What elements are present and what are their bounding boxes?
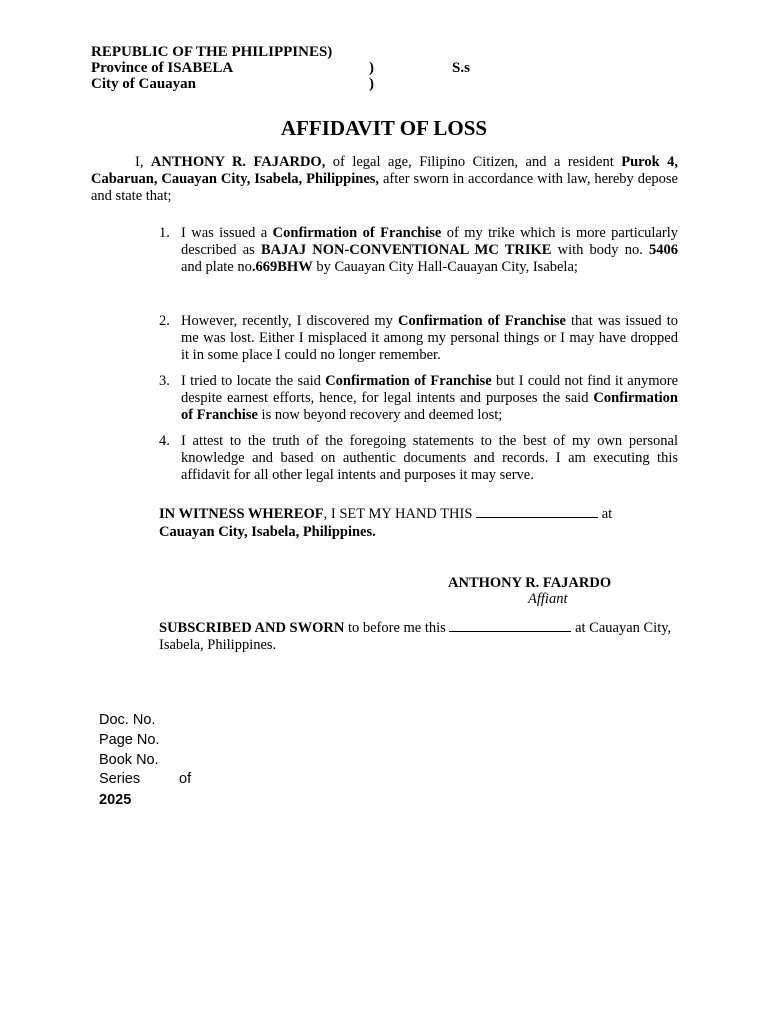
item-number: 2. [159, 313, 170, 329]
witness-text: , I SET MY HAND THIS [323, 506, 477, 522]
signature-name: ANTHONY R. FAJARDO [448, 575, 612, 591]
item-text: that was issued to me was lost. Either I misplaced it among my personal things or I may have dropped it in some place I could no longer remember. [181, 313, 678, 363]
header-ss: S.s [452, 60, 470, 76]
witness-heading: IN WITNESS WHEREOF [159, 506, 324, 522]
notary-doc-no: Doc. No. [99, 712, 156, 728]
body-number: 5406 [649, 242, 678, 258]
franchise-term: Confirmation of Franchise [325, 373, 492, 389]
subscribed-paragraph [159, 620, 686, 654]
item-text: by Cauayan City Hall-Cauayan City, Isabela; [312, 259, 578, 275]
witness-line [159, 506, 659, 523]
notary-year: 2025 [99, 792, 132, 808]
franchise-term: Confirmation of Franchise [397, 313, 566, 329]
franchise-term: Confirmation of Franchise [272, 225, 442, 241]
header-paren-2: ) [369, 76, 374, 92]
item-text: I was issued a [181, 225, 273, 241]
plate-number: .669BHW [251, 259, 313, 275]
item-text: I attest to the truth of the foregoing statements to the best of my own personal knowledge and based on authentic documents and records. I am executing this affidavit for all other legal intents and purposes it may serve. [181, 433, 678, 483]
item-number: 4. [159, 433, 170, 449]
item-text: but I could not find it anymore despite earnest efforts, hence, for legal intents and purposes the said [181, 373, 678, 406]
intro-paragraph [91, 154, 678, 205]
date-blank-line [476, 506, 598, 518]
witness-place: Cauayan City, Isabela, Philippines. [159, 524, 376, 540]
notary-book-no: Book No. [99, 752, 159, 768]
intro-text: I, [135, 154, 151, 170]
item-text: However, recently, I discovered my [181, 313, 398, 329]
intro-text: after sworn in accordance with law, hereby depose and state that; [91, 171, 678, 204]
item-text: of my trike which is more particularly described as [181, 225, 678, 258]
vehicle-description: BAJAJ NON-CONVENTIONAL MC TRIKE [260, 242, 552, 258]
subscribed-text: at Cauayan City, Isabela, Philippines. [159, 620, 672, 653]
item-2-text [181, 313, 678, 364]
subscribed-text: to before me this [344, 620, 450, 636]
header-paren-1: ) [369, 60, 374, 76]
signature-role: Affiant [528, 591, 568, 607]
notary-page-no: Page No. [99, 732, 160, 748]
item-text: is now beyond recovery and deemed lost; [257, 407, 503, 423]
item-text: with body no. [551, 242, 649, 258]
item-text: I tried to locate the said [181, 373, 326, 389]
subscribed-heading: SUBSCRIBED AND SWORN [159, 620, 345, 636]
header-city: City of Cauayan [91, 76, 197, 92]
date-blank-line [449, 620, 571, 632]
affiant-name: ANTHONY R. FAJARDO, [150, 154, 326, 170]
header-republic: REPUBLIC OF THE PHILIPPINES) [91, 44, 333, 60]
witness-text: at [598, 506, 613, 522]
item-1-text [181, 225, 678, 276]
document-title: AFFIDAVIT OF LOSS [280, 116, 488, 140]
item-4-text [181, 433, 678, 484]
notary-series: Series [99, 771, 141, 787]
header-province: Province of ISABELA [91, 60, 234, 76]
item-number: 1. [159, 225, 170, 241]
item-text: and plate no [181, 259, 252, 275]
notary-of: of [179, 771, 192, 787]
item-number: 3. [159, 373, 170, 389]
affiant-address: Purok 4, Cabaruan, Cauayan City, Isabela, Philippines, [91, 154, 678, 187]
franchise-term: Confirmation of Franchise [181, 390, 678, 423]
item-3-text [181, 373, 678, 424]
intro-text: of legal age, Filipino Citizen, and a resident [325, 154, 622, 170]
